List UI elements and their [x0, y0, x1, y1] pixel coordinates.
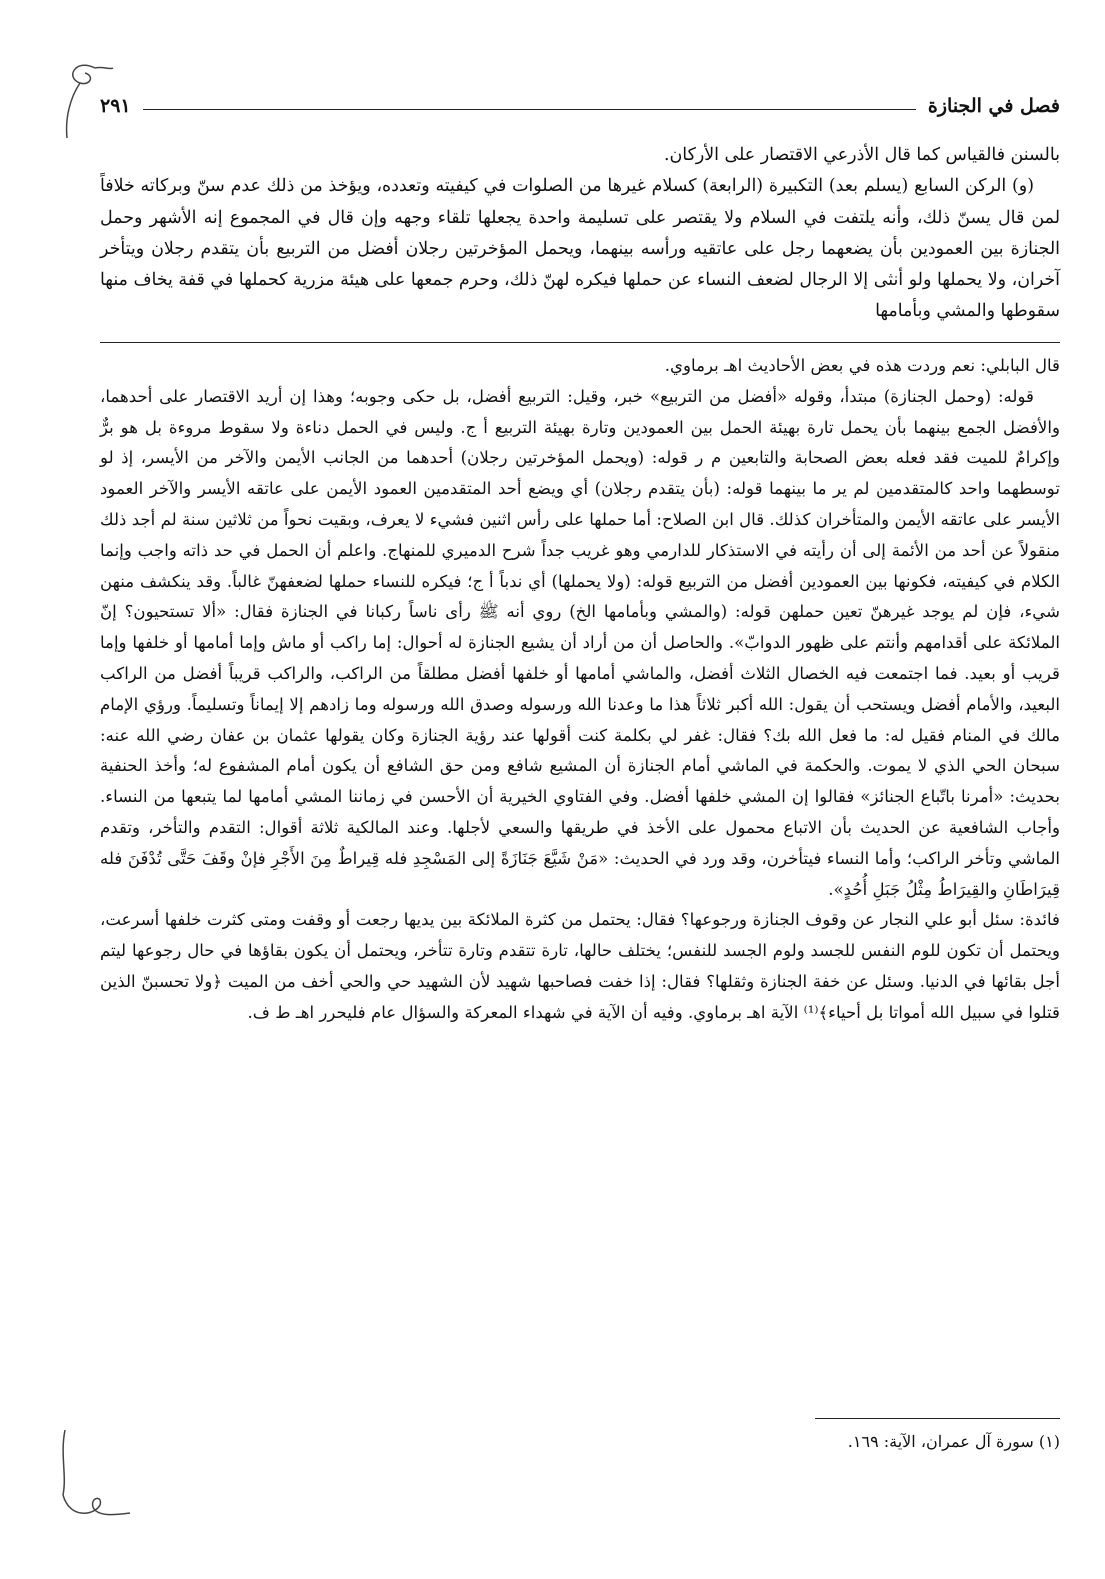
commentary-text — [100, 351, 1060, 1029]
commentary-paragraph-2: قوله: (وحمل الجنازة) مبتدأ، وقوله «أفضل من التربيع» خبر، وقيل: التربيع أفضل، بل حكى وجوبه؛ وهذا إن أريد الاقتصار على أحدهما، والأفضل الجمع بينهما بأن يحمل تارة بهيئة الحمل بين العمودين وتارة بهيئة التربيع أ ج. وليس في الحمل دناءة ولا سقوط مروءة بل هو برٌّ وإكرامٌ للميت فقد فعله بعض الصحابة والتابعين م ر قوله: (ويحمل المؤخرتين رجلان) أحدهما من الجانب الأيمن والآخر من الأيسر، إذ لو توسطهما واحد كالمتقدمين لم ير ما بينهما قوله: (بأن يتقدم رجلان) أي ويضع أحد المتقدمين العمود الأيمن على عاتقه الأيسر والآخر العمود الأيسر على عاتقه الأيمن والمتأخران كذلك. قال ابن الصلاح: أما حملها على رأس اثنين فشيء لا يعرف، وبقيت نحواً من ثلاثين سنة لم أجد ذلك منقولاً عن أحد من الأئمة إلى أن رأيته في الاستذكار للدارمي وهو غريب جداً شرح الدميري للمنهاج. واعلم أن الحمل في حد ذاته واجب وإنما الكلام في كيفيته، فكونها بين العمودين أفضل من التربيع قوله: (ولا يحملها) أي ندباً أ ج؛ فيكره للنساء حملها لضعفهنّ غالباً. وقد ينكشف منهن شيء، فإن لم يوجد غيرهنّ تعين حملهن قوله: (والمشي وبأمامها الخ) روي أنه ﷺ رأى ناساً ركبانا في الجنازة فقال: «ألا تستحيون؟ إنّ الملائكة على أقدامهم وأنتم على ظهور الدوابّ». والحاصل أن من أراد أن يشيع الجنازة له أحوال: إما راكب أو ماش وإما أمامها أو خلفها وإما قريب أو بعيد. فما اجتمعت فيه الخصال الثلاث أفضل، والماشي أمامها أو خلفها أفضل مطلقاً من الراكب، والراكب قريباً أفضل من الراكب البعيد، والأمام أفضل ويستحب أن يقول: الله أكبر ثلاثاً هذا ما وعدنا الله ورسوله وصدق الله ورسوله وما زادهم إلا إيماناً وتسليماً. ورؤي الإمام مالك في المنام فقيل له: ما فعل الله بك؟ فقال: غفر لي بكلمة كنت أقولها عند رؤية الجنازة وكان يقولها عثمان بن عفان رضي الله عنه: سبحان الحي الذي لا يموت. والحكمة في الماشي أمام الجنازة أن المشيع شافع ومن حق الشافع أن يكون أمام المشفوع له؛ وأخذ الحنفية بحديث: «أمرنا باتّباع الجنائز» فقالوا إن المشي خلفها أفضل. وفي الفتاوي الخيرية أن الأحسن في زماننا المشي أمامها لما يتبعها من النساء. وأجاب الشافعية عن الحديث بأن الاتباع محمول على الأخذ في طريقها والسعي لأجلها. وعند المالكية ثلاثة أقوال: التقدم والتأخر، وتقدم الماشي وتأخر الراكب؛ وأما النساء فيتأخرن، وقد ورد في الحديث: «مَنْ شَيَّعَ جَنَازَةً إلى المَسْجِدِ فله قِيراطٌ مِنَ الأَجْرِ فإنْ وقَفَ حَتَّى تُدْفَنَ فله قِيرَاطَانِ والقِيرَاطُ مِثْلُ جَبَلِ أُحُدٍ». — [100, 386, 1061, 899]
main-text — [100, 140, 1060, 328]
page-number: ٢٩١ — [100, 95, 131, 117]
footnote: (١) سورة آل عمران، الآية: ١٦٩. — [847, 1432, 1060, 1451]
main-paragraph-1: بالسنن فالقياس كما قال الأذرعي الاقتصار على الأركان. — [663, 145, 1060, 165]
section-divider — [100, 342, 1060, 343]
header-rule — [143, 109, 916, 110]
commentary-paragraph-3: فائدة: سئل أبو علي النجار عن وقوف الجنازة ورجوعها؟ فقال: يحتمل من كثرة الملائكة بين يديها رجعت أو وقفت ومتى كثرت خلفها أسرعت، ويحتمل أن تكون للوم النفس للجسد ولوم الجسد للنفس؛ يختلف حالها، تارة تتقدم وتارة تتأخر، ويحتمل أن يكون بقاؤها في حال رجوعها ليتم أجل بقائها في الدنيا. وسئل عن خفة الجنازة وثقلها؟ فقال: إذا خفت فصاحبها شهيد لأن الشهيد حي والحي أخف من الميت ﴿ولا تحسبنّ الذين قتلوا في سبيل الله أمواتا بل أحياء﴾⁽¹⁾ الآية اهـ برماوي. وفيه أن الآية في شهداء المعركة والسؤال عام فليحرر اهـ ط ف. — [100, 910, 1060, 1022]
footnote-rule — [815, 1418, 1060, 1419]
bottom-left-ornament — [55, 1425, 135, 1530]
main-paragraph-2: (و) الركن السابع (يسلم بعد) التكبيرة (الرابعة) كسلام غيرها من الصلوات في كيفيته وتعدده، ويؤخذ من ذلك عدم سنّ وبركاته خلافاً لمن قال يسنّ ذلك، وأنه يلتفت في السلام ولا يقتصر على تسليمة واحدة يجعلها تلقاء وجهه وإن قال في المجموع إنه الأشهر وحمل الجنازة بين العمودين بأن يضعهما رجل على عاتقيه ورأسه بينهما، ويحمل المؤخرتين رجلان أفضل من التربيع بأن يتقدم رجلان ويتأخر آخران، ولا يحملها ولو أنثى إلا الرجال لضعف النساء عن حملها فيكره لهنّ ذلك، وحرم جمعها على هيئة مزرية كحملها في قفة يخاف منها سقوطها والمشي وبأمامها — [100, 176, 1060, 322]
commentary-paragraph-1: قال البابلي: نعم وردت هذه في بعض الأحاديث اهـ برماوي. — [664, 356, 1060, 375]
chapter-title: فصل في الجنازة — [927, 95, 1060, 117]
running-header — [100, 88, 1060, 124]
